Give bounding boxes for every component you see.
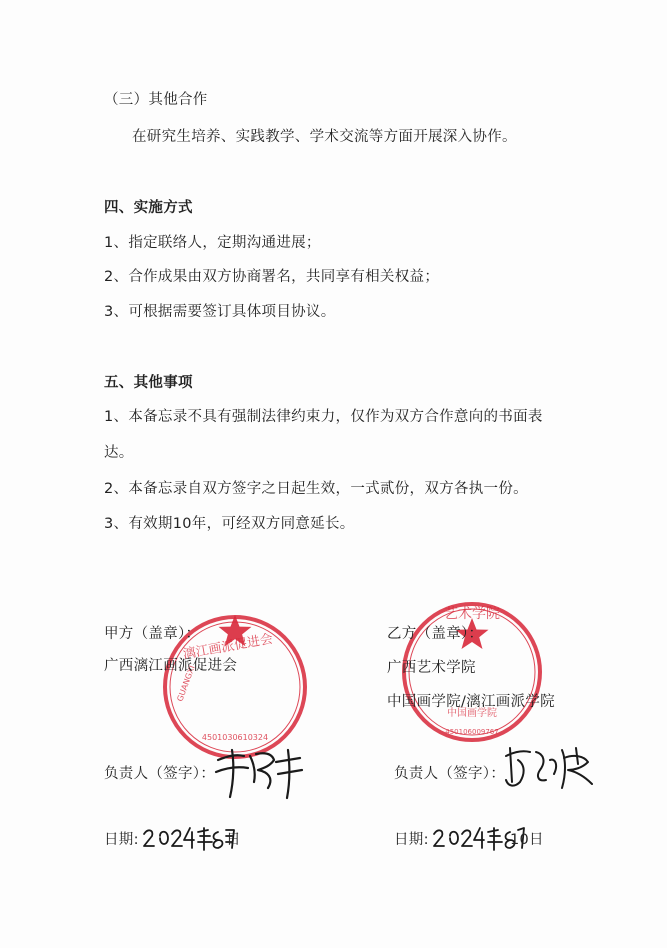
svg-text:GUANGXI: GUANGXI <box>175 664 197 703</box>
party-b-label: 乙方（盖章）： <box>387 626 484 642</box>
heading-implementation: 四、实施方式 <box>104 200 193 216</box>
svg-text:艺术学院: 艺术学院 <box>444 606 500 622</box>
list-item: 3、可根据需要签订具体项目协议。 <box>104 304 336 320</box>
party-b-signature <box>500 740 602 794</box>
svg-text:中国画学院: 中国画学院 <box>447 708 497 719</box>
party-a-name: 广西漓江画派促进会 <box>104 658 238 674</box>
party-b-date-label: 日期: <box>394 832 429 848</box>
party-b-name-line-2: 中国画学院/漓江画派学院 <box>387 694 555 710</box>
list-item: 达。 <box>104 445 134 461</box>
party-a-signatory-label: 负责人（签字）： <box>104 766 216 782</box>
heading-other-matters: 五、其他事项 <box>104 375 193 391</box>
party-a-date-label: 日期: <box>104 832 139 848</box>
svg-text:漓江画派促进会: 漓江画派促进会 <box>181 631 275 663</box>
party-b-date-day-suffix: 10日 <box>510 832 544 848</box>
party-b-signatory-label: 负责人（签字）： <box>394 766 506 782</box>
party-b-name-line-1: 广西艺术学院 <box>387 660 476 676</box>
list-item: 1、本备忘录不具有强制法律约束力，仅作为双方合作意向的书面表 <box>104 409 543 425</box>
list-item: 3、有效期10年，可经双方同意延长。 <box>104 516 355 532</box>
party-a-date-day-suffix: 日 <box>226 832 241 848</box>
subheading-other-cooperation: （三）其他合作 <box>104 92 208 108</box>
paragraph-cooperation: 在研究生培养、实践教学、学术交流等方面开展深入协作。 <box>132 129 517 145</box>
list-item: 2、合作成果由双方协商署名，共同享有相关权益； <box>104 269 440 285</box>
list-item: 1、指定联络人，定期沟通进展； <box>104 235 321 251</box>
party-a-label: 甲方（盖章）： <box>104 626 201 642</box>
list-item: 2、本备忘录自双方签字之日起生效，一式贰份，双方各执一份。 <box>104 481 528 497</box>
svg-text:450106009767: 450106009767 <box>445 728 499 736</box>
party-a-signature <box>210 742 310 802</box>
svg-text:4501030610324: 4501030610324 <box>201 733 269 742</box>
